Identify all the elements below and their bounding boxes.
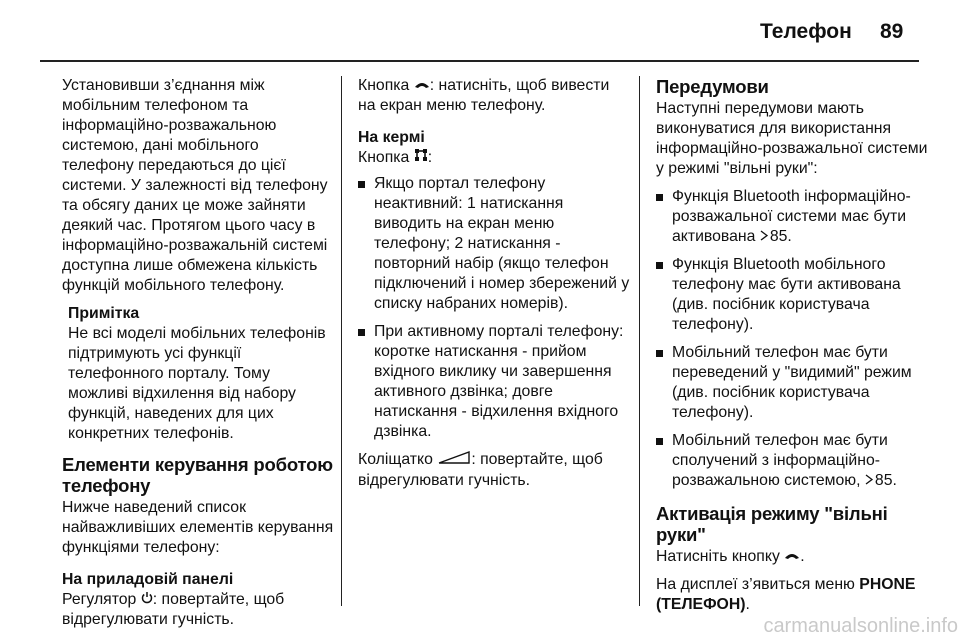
header-rule [40, 60, 919, 62]
column-divider-1 [341, 76, 342, 606]
list-item-text: Мобільний телефон має бути сполучений з інформаційно-розважальною системою, [672, 432, 888, 489]
bullet [358, 329, 365, 336]
prerequisites-heading: Передумови [656, 76, 769, 97]
column-3 [656, 76, 928, 623]
page-ref[interactable]: 85. [769, 228, 792, 245]
knob-prefix: Регулятор [62, 591, 141, 609]
list-item [358, 174, 630, 314]
steering-phone-icon [414, 148, 428, 168]
dashboard-subheading: На приладовій панелі [62, 571, 234, 588]
column-1 [62, 76, 334, 638]
list-item-text: Функція Bluetooth інформаційно-розважальної системи має бути активована [672, 188, 911, 245]
knob-suffix: : повертайте, щоб відрегулювати гучність. [62, 591, 285, 629]
phone-button-paragraph [358, 76, 630, 116]
list-item [358, 322, 630, 442]
list-item [656, 187, 928, 247]
list-item-text: Якщо портал телефону неактивний: 1 натискання виводить на екран меню телефону; 2 натискання - повторний набір (якщо телефон підключений і номер збережений у списку набраних номерів). [374, 175, 630, 313]
press-button-paragraph [656, 547, 928, 567]
list-item [656, 255, 928, 335]
list-item-text: Функція Bluetooth мобільного телефону має бути активована (див. посібник користувача телефону). [672, 256, 901, 333]
bullet [656, 194, 663, 201]
wheel-suffix: : повертайте, щоб відрегулювати гучність. [358, 451, 603, 489]
wheel-paragraph [358, 450, 630, 490]
note-title: Примітка [68, 305, 140, 322]
column-divider-2 [639, 76, 640, 606]
intro-paragraph: Установивши з’єднання між мобільним телефоном та інформаційно-розважальною системою, дані мобільного телефону передаються до цієї системи. У залежності від телефону та обсягу даних це може зайняти деякий час. Протягом цього часу в інформаційно-розважальній системі доступна лише обмежена кількість функцій мобільного телефону. [62, 77, 328, 294]
phone-menu-name: PHONE (ТЕЛЕФОН) [656, 576, 916, 614]
bullet [656, 262, 663, 269]
list-item [656, 431, 928, 491]
steering-button-paragraph [358, 148, 630, 168]
steering-subheading: На кермі [358, 129, 425, 147]
phone-handset-icon [784, 547, 800, 567]
list-item-text: Мобільний телефон має бути переведений у "видимий" режим (див. посібник користувача телефону). [672, 344, 912, 421]
column-2 [358, 76, 630, 499]
controls-intro: Нижче наведений список найважливіших елементів керування функціями телефону: [62, 499, 334, 556]
bullet [656, 350, 663, 357]
phone-handset-icon [414, 76, 430, 96]
press-prefix: Натисніть кнопку [656, 548, 785, 566]
button2-suffix: : [427, 149, 433, 167]
button-prefix: Кнопка [358, 77, 414, 95]
menu-paragraph [656, 575, 928, 615]
bullet [358, 181, 365, 188]
handsfree-heading: Активація режиму "вільні руки" [656, 503, 888, 545]
controls-heading: Елементи керування роботою телефону [62, 454, 333, 496]
note-box [68, 304, 334, 444]
page-title: Телефон [760, 20, 852, 43]
page-ref-arrow-icon [865, 471, 873, 491]
button2-prefix: Кнопка [358, 149, 414, 167]
watermark: carmanualsonline.info [763, 615, 958, 637]
power-knob-icon [141, 590, 153, 610]
press-suffix: . [800, 548, 805, 566]
list-item-text: При активному порталі телефону: коротке натискання - прийом вхідного виклику чи завершення активного дзвінка; довге натискання - відхилення вхідного дзвінка. [374, 323, 624, 441]
steering-list [358, 174, 630, 442]
list-item [656, 343, 928, 423]
page-number: 89 [880, 20, 904, 43]
menu-prefix: На дисплеї з’явиться меню [656, 576, 860, 594]
prerequisites-list [656, 187, 928, 491]
menu-suffix: . [745, 596, 750, 614]
volume-wheel-icon [437, 450, 471, 470]
button-suffix: : натисніть, щоб вивести на екран меню телефону. [358, 77, 610, 115]
prerequisites-intro: Наступні передумови мають виконуватися для використання інформаційно-розважальної системи у режимі "вільні руки": [656, 100, 928, 177]
note-text: Не всі моделі мобільних телефонів підтримують усі функції телефонного порталу. Тому можливі відхилення від набору функцій, наведених для цих конкретних телефонів. [68, 325, 326, 442]
bullet [656, 438, 663, 445]
page-ref-arrow-icon [760, 227, 768, 247]
knob-paragraph [62, 590, 334, 630]
page-ref[interactable]: 85. [874, 472, 897, 489]
wheel-prefix: Коліщатко [358, 451, 438, 469]
